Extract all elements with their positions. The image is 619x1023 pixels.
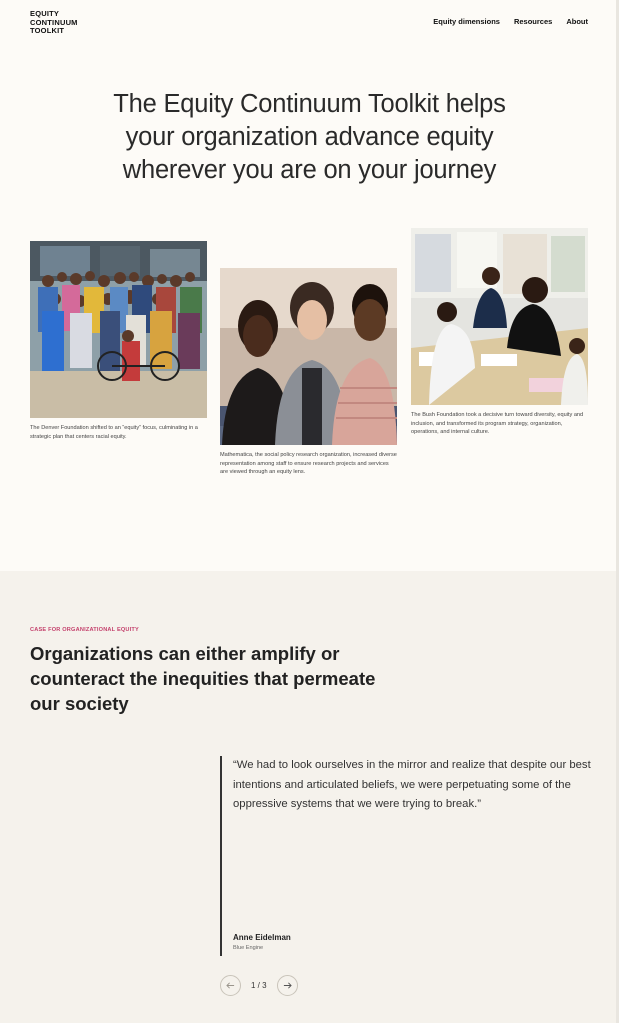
carousel-pager [220, 975, 298, 996]
testimonial [220, 756, 590, 956]
brand-line-3: TOOLKIT [30, 26, 65, 36]
mathematica-photo [220, 268, 397, 445]
hero-line-2: your organization advance equity [125, 123, 494, 151]
arrow-right-icon [283, 981, 292, 990]
headline-part-1: Organizations can either [30, 643, 252, 664]
top-nav [0, 0, 619, 46]
hero-heading [0, 88, 619, 187]
headline-amplify: amplify [251, 643, 316, 664]
nav-about[interactable]: About [566, 17, 588, 26]
denver-foundation-photo [30, 241, 207, 418]
headline-part-2: or [315, 643, 340, 664]
hero-line-1: The Equity Continuum Toolkit helps [113, 90, 506, 118]
next-button[interactable] [277, 975, 298, 996]
bush-foundation-caption: The Bush Foundation took a decisive turn toward diversity, equity and inclusion, and transformed its program strategy, organization, operations, and internal culture. [411, 412, 584, 436]
case-kicker: CASE FOR ORGANIZATIONAL EQUITY [30, 627, 139, 633]
arrow-left-icon [226, 981, 235, 990]
hero-line-3: wherever you are on your journey [122, 156, 497, 184]
pager-count: 1 / 3 [251, 981, 267, 990]
brand-line-2: CONTINUUM [30, 17, 78, 27]
bush-foundation-photo [411, 228, 588, 405]
nav-equity-dimensions[interactable]: Equity dimensions [433, 17, 500, 26]
case-section [0, 571, 619, 1023]
denver-caption: The Denver Foundation shifted to an “equity” focus, culminating in a strategic plan that centers racial equity. [30, 425, 198, 440]
headline-part-3: the inequities that permeate [124, 668, 376, 689]
nav-links [433, 17, 588, 26]
testimonial-org: Blue Engine [233, 945, 264, 951]
nav-resources[interactable]: Resources [513, 17, 553, 26]
testimonial-quote: “We had to look ourselves in the mirror and realize that despite our best intentions and articulated beliefs, we were perpetuating some of the oppressive systems that we were trying to break.” [233, 759, 591, 810]
brand-line-1: EQUITY [30, 9, 60, 18]
brand-logo[interactable] [30, 10, 78, 36]
headline-counteract: counteract [30, 668, 125, 689]
prev-button[interactable] [220, 975, 241, 996]
case-headline [30, 641, 430, 716]
mathematica-caption: Mathematica, the social policy research organization, increased diverse representation among staff to ensure research projects and services are viewed through an equity lens. [220, 452, 397, 476]
headline-part-4: our society [30, 693, 129, 714]
testimonial-name: Anne Eidelman [233, 933, 291, 942]
